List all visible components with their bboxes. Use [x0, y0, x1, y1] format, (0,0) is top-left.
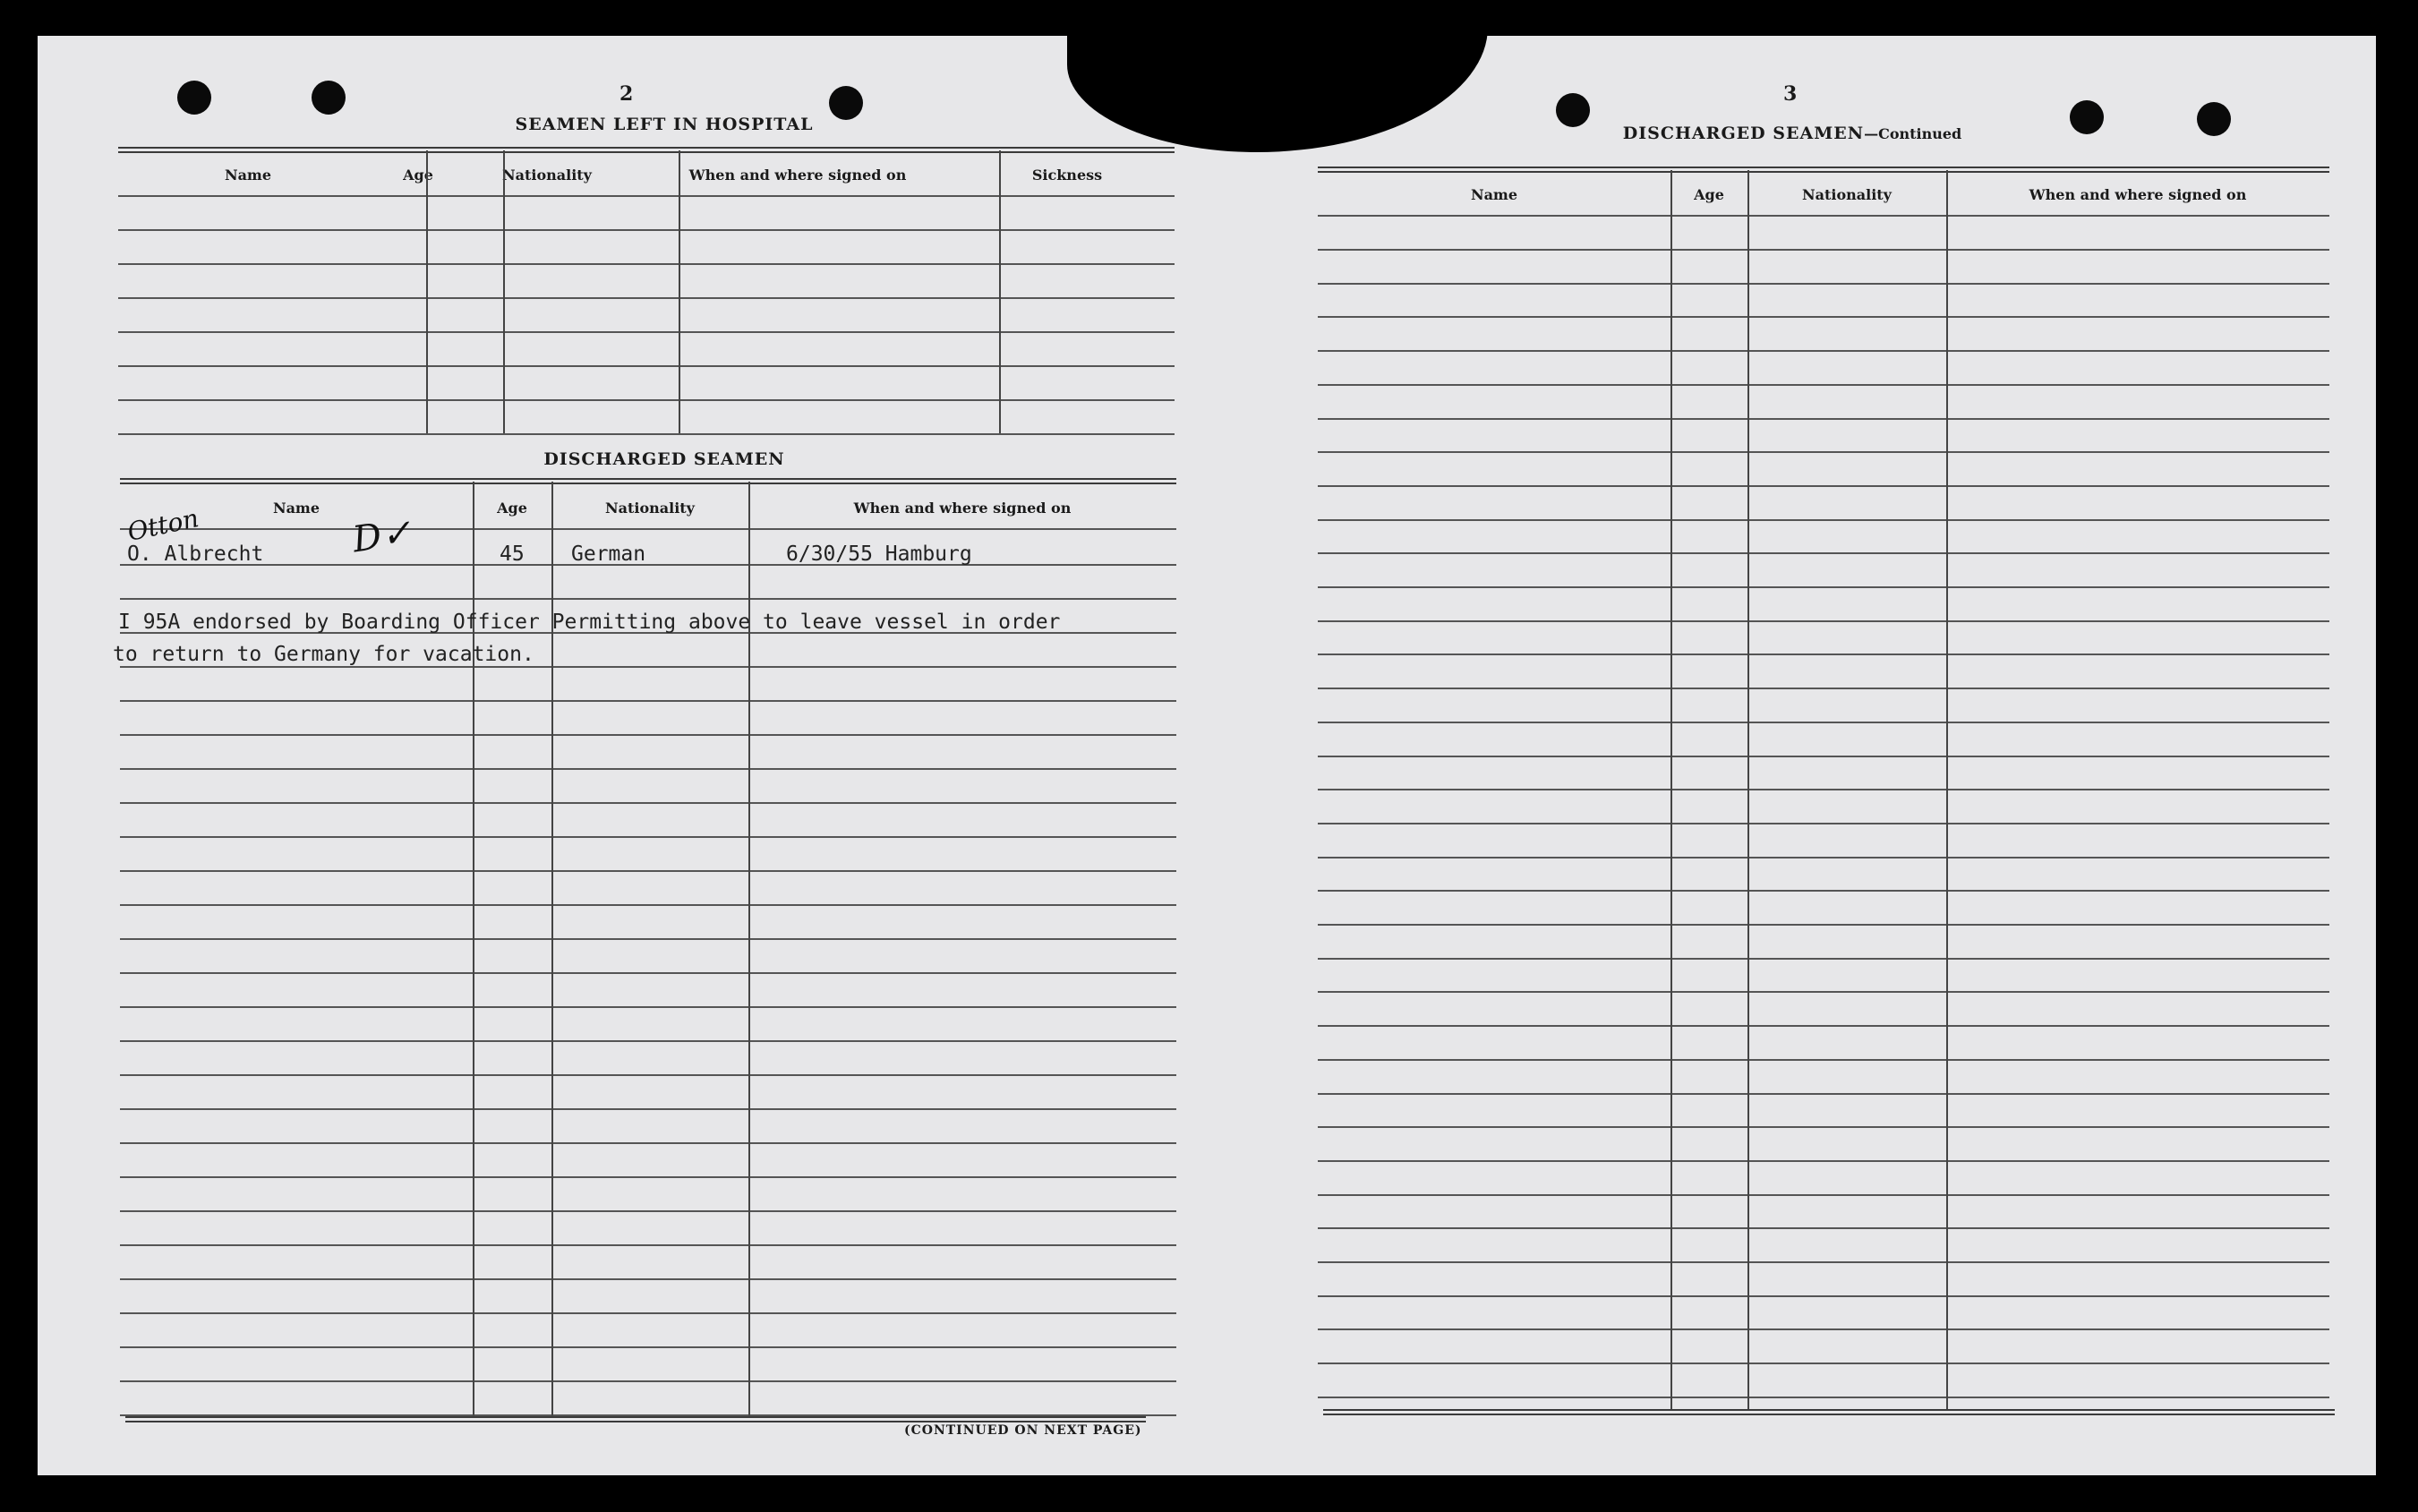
column-header: When and where signed on: [2029, 186, 2247, 203]
table-row-rule: [1318, 620, 2329, 622]
column-header: Name: [272, 500, 320, 517]
table-row-rule: [118, 297, 1175, 299]
table-row-rule: [1318, 823, 2329, 824]
hospital-title: SEAMEN LEFT IN HOSPITAL: [515, 115, 814, 134]
table-row-rule: [1318, 384, 2329, 386]
table-row-rule: [1318, 519, 2329, 521]
column-header: Name: [1470, 186, 1518, 203]
table-row-rule: [1318, 890, 2329, 892]
table-row-rule: [118, 229, 1175, 231]
table-row-rule: [1318, 552, 2329, 554]
table-top-rule: [118, 147, 1175, 149]
table-row-rule: [118, 263, 1175, 265]
table-row-rule: [120, 938, 1176, 940]
table-row-rule: [1318, 653, 2329, 655]
table-row-rule: [1318, 283, 2329, 285]
discharged-age: 45: [500, 542, 525, 566]
title-suffix: —Continued: [1864, 125, 1962, 142]
table-row-rule: [1318, 316, 2329, 318]
table-row-rule: [1318, 722, 2329, 723]
table-row-rule: [118, 365, 1175, 367]
table-row-rule: [1318, 1025, 2329, 1027]
table-row-rule: [120, 734, 1176, 736]
page-number: 2: [619, 82, 634, 106]
document-sheet: [38, 36, 2376, 1475]
table-row-rule: [118, 433, 1175, 435]
table-row-rule: [120, 972, 1176, 974]
discharged-signed-on: 6/30/55 Hamburg: [786, 542, 972, 566]
table-row-rule: [1318, 1363, 2329, 1364]
table-row-rule: [1318, 1194, 2329, 1196]
table-row-rule: [120, 1380, 1176, 1382]
column-header: Age: [1694, 186, 1724, 203]
column-header: Name: [224, 167, 272, 184]
table-row-rule: [1318, 857, 2329, 859]
table-row-rule: [120, 1074, 1176, 1076]
table-row-rule: [120, 1210, 1176, 1212]
table-row-rule: [120, 1244, 1176, 1246]
table-row-rule: [1318, 1397, 2329, 1398]
column-divider: [503, 150, 505, 433]
header-rule: [1318, 215, 2329, 217]
table-row-rule: [1318, 249, 2329, 251]
table-row-rule: [120, 870, 1176, 872]
table-top-rule: [1318, 167, 2329, 168]
header-rule: [120, 528, 1176, 530]
table-row-rule: [120, 1176, 1176, 1178]
left-page: [38, 36, 1201, 1475]
table-row-rule: [1318, 991, 2329, 993]
table-row-rule: [1318, 924, 2329, 926]
table-row-rule: [1318, 451, 2329, 453]
column-header: Sickness: [1031, 167, 1103, 184]
table-row-rule: [1318, 1160, 2329, 1162]
handwritten-mark: D✓: [350, 511, 414, 561]
column-header: Nationality: [605, 500, 695, 517]
column-divider: [1946, 170, 1948, 1409]
column-header: Nationality: [502, 167, 592, 184]
discharged-continued-title: [1542, 124, 2043, 143]
note-line-1: I 95A endorsed by Boarding Officer Permitting above to leave vessel in order: [118, 611, 1061, 634]
table-row-rule: [1318, 586, 2329, 588]
table-row-rule: [1318, 688, 2329, 689]
table-row-rule: [120, 666, 1176, 668]
table-row-rule: [1318, 485, 2329, 487]
table-row-rule: [120, 802, 1176, 804]
table-row-rule: [1318, 1227, 2329, 1229]
discharged-nationality: German: [571, 542, 646, 566]
handwritten-first-name: Otton: [124, 503, 201, 547]
column-header: Nationality: [1802, 186, 1892, 203]
table-row-rule: [120, 1006, 1176, 1008]
discharged-name: O. Albrecht: [127, 542, 264, 566]
table-row-rule: [1318, 1126, 2329, 1128]
column-header: When and where signed on: [853, 500, 1072, 517]
table-row-rule: [120, 1278, 1176, 1280]
column-divider: [999, 150, 1001, 433]
column-divider: [679, 150, 680, 433]
table-top-rule: [120, 478, 1176, 480]
table-row-rule: [120, 836, 1176, 838]
table-row-rule: [1318, 1093, 2329, 1095]
table-row-rule: [1318, 756, 2329, 757]
title-main: DISCHARGED SEAMEN: [1622, 124, 1865, 143]
table-row-rule: [120, 768, 1176, 770]
column-header: When and where signed on: [688, 167, 907, 184]
table-row-rule: [1318, 418, 2329, 420]
column-divider: [1670, 170, 1672, 1409]
table-row-rule: [1318, 1059, 2329, 1061]
table-row-rule: [120, 1346, 1176, 1348]
column-divider: [1747, 170, 1749, 1409]
table-row-rule: [120, 1312, 1176, 1314]
column-divider: [426, 150, 428, 433]
table-row-rule: [120, 700, 1176, 702]
table-row-rule: [1318, 1295, 2329, 1297]
table-row-rule: [120, 564, 1176, 566]
right-page: [1237, 36, 2376, 1475]
column-header: Age: [403, 167, 433, 184]
table-bottom-rule: [1323, 1409, 2335, 1411]
table-row-rule: [118, 331, 1175, 333]
table-row-rule: [1318, 958, 2329, 960]
table-row-rule: [1318, 350, 2329, 352]
table-row-rule: [118, 399, 1175, 401]
table-row-rule: [1318, 789, 2329, 790]
table-row-rule: [1318, 1328, 2329, 1330]
header-rule: [118, 195, 1175, 197]
table-row-rule: [120, 904, 1176, 906]
table-row-rule: [120, 1108, 1176, 1110]
discharged-title: DISCHARGED SEAMEN: [543, 449, 785, 469]
table-row-rule: [120, 1142, 1176, 1144]
table-row-rule: [120, 598, 1176, 600]
table-row-rule: [120, 1040, 1176, 1042]
table-bottom-rule: [125, 1416, 1146, 1418]
note-line-2: to return to Germany for vacation.: [113, 643, 534, 666]
page-number: 3: [1783, 82, 1798, 106]
table-row-rule: [1318, 1261, 2329, 1263]
continued-footer: (CONTINUED ON NEXT PAGE): [904, 1423, 1142, 1438]
column-header: Age: [497, 500, 527, 517]
